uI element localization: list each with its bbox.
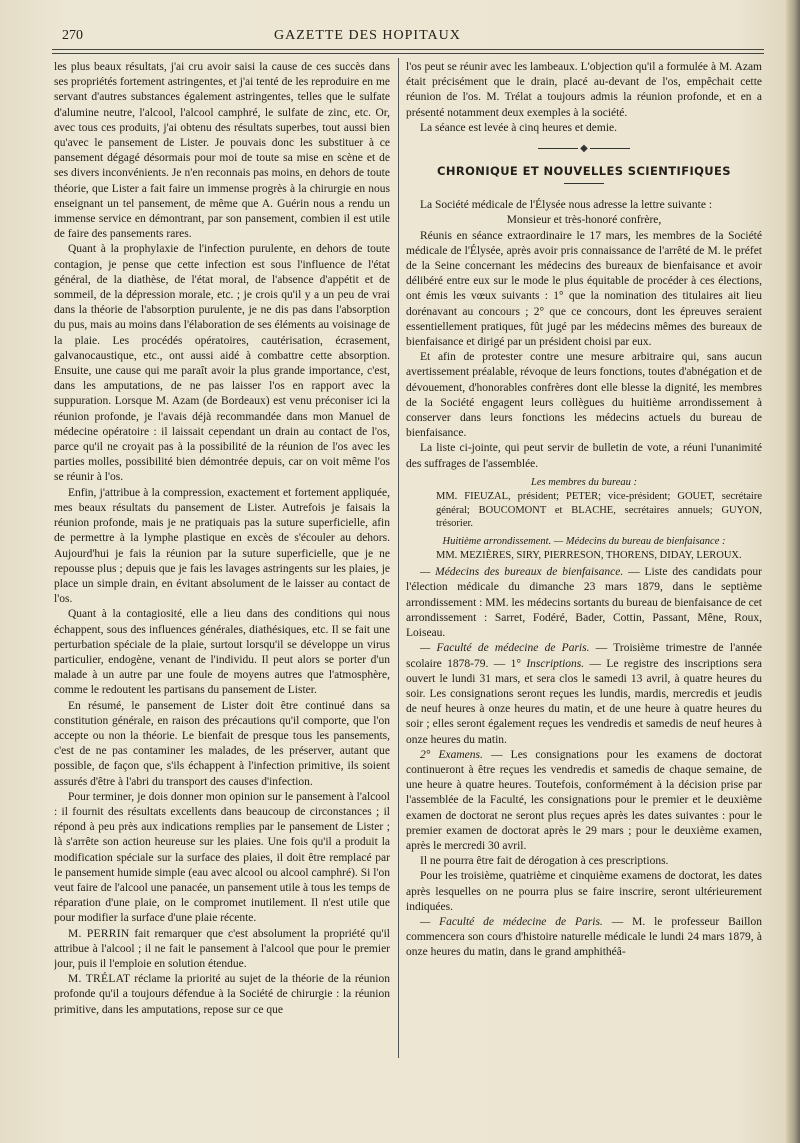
paragraph: Réunis en séance extraordinaire le 17 mars, les membres de la Société médicale de l'Élysée, après avoir pris connaissance de l'arrêté de M. le préfet de la Seine concernant les médecins des bureaux de bienfaisance et avoir délibéré entre eux sur le mode le plus équitable de procéder à ces élections, ont émis les vœux suivants : 1° que la nomination des titulaires ait lieu dorénavant au concours ; 2° que ce concours, dont les épreuves seraient essentiellement pratiques, fût jugé par les médecins mêmes des bureaux de bienfaisance et dirigé par un président choisi par eux. xyxy=(406,229,762,349)
candidates-list xyxy=(406,534,762,563)
page-spine-shadow xyxy=(786,0,800,1143)
paragraph: Quant à la contagiosité, elle a lieu dans des conditions qui nous échappent, sous des influences générales, diathésiques, etc. Il se fait une perturbation spéciale de la plaie, surtout lorsqu'il se développe un virus particulier, endogène, venant de l'individu. Il peut alors se porter d'un malade à un autre par une foule de moyens autres que l'atmosphère, comme le redoutent les partisans du pansement de Lister. xyxy=(54,608,390,697)
speaker-name: M. TRÉLAT xyxy=(68,973,131,986)
paragraph: La liste ci-jointe, qui peut servir de bulletin de vote, a réuni l'unanimité des suffrages de l'assemblée. xyxy=(406,442,762,470)
paragraph xyxy=(54,972,390,1018)
paragraph-text: réclame la priorité au sujet de la théorie de la réunion profonde qu'il a toujours défendue à la Société de chirurgie : la réunion primitive, dans les amputations, repose sur ce que xyxy=(54,973,390,1016)
candidates-names: MM. MEZIÈRES, SIRY, PIERRESON, THORENS, DIDAY, LEROUX. xyxy=(436,549,742,561)
paragraph xyxy=(406,748,762,854)
paragraph-lead: Inscriptions. xyxy=(526,657,585,670)
members-names: MM. FIEUZAL, président; PETER; vice-président; GOUET, secrétaire général; BOUCOMONT et BLACHE, secrétaires annuels; GUYON, trésorier. xyxy=(436,491,762,530)
paragraph xyxy=(406,915,762,961)
paragraph-lead: — Faculté de médecine de Paris. xyxy=(420,642,590,655)
paragraph: La séance est levée à cinq heures et demie. xyxy=(420,121,617,134)
paragraph: La Société médicale de l'Élysée nous adresse la lettre suivante : xyxy=(420,199,713,212)
paragraph-text: — Liste des candidats pour l'élection médicale du dimanche 23 mars 1879, dans le septième arrondissement : MM. les médecins sortants du bureau de bienfaisance de cet arrondissement : Sarret, Fodéré, Bader, Cottin, Passant, Mêne, Roux, Loiseau. xyxy=(406,566,762,640)
right-column xyxy=(406,60,762,1060)
header-rule-bottom xyxy=(52,53,764,54)
paragraph-text: fait remarquer que c'est absolument la propriété qu'il attribue à l'alcool ; il ne fait le pansement à l'alcool que pour le premier jour, puis il l'emploie en solution étendue. xyxy=(54,927,390,970)
section-ornament: ◆ xyxy=(406,144,762,154)
paragraph: Et afin de protester contre une mesure arbitraire qui, sans aucun avertissement préalable, révoque de leurs fonctions, toutes d'abnégation et de dévouement, d'honorables confrères dont elle blesse la dignité, les membres de la Société engagent leurs collègues du huitième arrondissement à conserver dans leurs fonctions les médecins actuels du bureau de bienfaisance. xyxy=(406,351,762,440)
paragraph xyxy=(406,641,762,747)
speaker-name: M. PERRIN xyxy=(68,927,130,940)
paragraph: l'os peut se réunir avec les lambeaux. L'objection qu'il a formulée à M. Azam était précisément que le drain, placé au-devant de l'os, empêchait cette réunion de l'os. M. Trélat a toujours admis la réunion profonde, et en a présenté notamment deux exemples à la société. xyxy=(406,61,762,119)
paragraph-text: — Les consignations pour les examens de doctorat continueront à être reçues les vendredis et samedis de chaque semaine, de une heure à quatre heures. Toutefois, conformément à la décision prise par l'assemblée de la Faculté, les consignations pour le premier et le deuxième examen de doctorat ne seront plus reçues après les dates suivantes : pour le premier examen de doctorat après le 29 mars ; pour le deuxième examen, après le mercredi 30 avril. xyxy=(406,748,762,852)
paragraph: les plus beaux résultats, j'ai cru avoir saisi la cause de ces succès dans ses propriétés fortement astringentes, et j'ai tenté de les reproduire en me servant d'autres substances également astringentes, telles que le sulfate d'alumine neutre, l'alcool, l'alcool camphré, le sulfate de zinc, etc. Or, avec tous ces produits, j'ai obtenu des résultats superbes, tout aussi bien qu'avec le pansement de Lister. Je pouvais donc les substituer à ce pansement dégagé désormais pour moi de toute sa mise en scène et de ses divers inconvénients. Je n'en reconnais pas moins, en dehors de toute théorie, que Lister a fait faire un immense progrès à la chirurgie en nous enseignant un tel pansement, de même que A. Guérin nous a rendu un immense service en démontrant, par son pansement, combien il est utile de faire des pansements rares. xyxy=(54,61,390,241)
paragraph: Il ne pourra être fait de dérogation à ces prescriptions. xyxy=(420,855,669,868)
paragraph: En résumé, le pansement de Lister doit être continué dans sa constitution générale, en raison des précautions qu'il comporte, que l'on accepte ou non la théorie. Le bienfait de presque tous les pansements, c'est de ne pas contaminer les malades, de les préserver, autant que possible, de façon que, s'ils échappent à l'infection primitive, ils soient assurés d'être à l'abri du transport des causes d'infection. xyxy=(54,699,390,788)
heading-rule xyxy=(564,183,604,184)
paragraph-text: — M. le professeur Baillon commencera son cours d'histoire naturelle médicale le lundi 24 mars 1879, à onze heures du matin, dans le grand amphithéâ- xyxy=(406,915,762,959)
members-list xyxy=(406,475,762,531)
paragraph: Enfin, j'attribue à la compression, exactement et fortement appliquée, mes beaux résultats du pansement de Lister. Autrefois je faisais la réunion profonde, mais je ne pratiquais pas la suture superficielle, afin de permettre à la lymphe plastique en excès de s'écouler au dehors. Aujourd'hui je fais la réunion par la suture superficielle, que je ne repousse plus ; depuis que je fais les lavages astringents sur les plaies, je place un simple drain, en évitant absolument de le laisser au contact de l'os. xyxy=(54,486,390,606)
paragraph: Quant à la prophylaxie de l'infection purulente, en dehors de toute contagion, je pense que cette infection est sous l'influence de l'état général, de la diathèse, de l'état moral, de l'absence d'appétit et de sommeil, de la dépression morale, etc. ; je crois qu'il y a un peu de vrai dans la théorie de l'absorption purulente, je ne dis pas dans l'absorption du pus, mais au moins dans l'élaboration de ses éléments au voisinage de la plaie. Les procédés opératoires, cautérisation, écrasement, galvanocaustique, etc., ont aussi aidé à combattre cette absorption. Ensuite, une cause qui me paraît avoir la plus grande importance, c'est, dans les amputations, de ne pas laisser l'os en rapport avec la suppuration. Lorsque M. Azam (de Bordeaux) est venu préconiser ici la réunion profonde, je l'avais déjà recommandée dans mon Manuel de médecine opératoire : il laissait cependant un drain au contact de l'os, parce qu'il ne croyait pas à la possibilité de la réunion de l'os avec les parties molles, possibilité bien démontrée depuis, car on voit même l'os se réunir à l'os. xyxy=(54,243,390,484)
page-header xyxy=(62,24,762,48)
paragraph-lead: 2° Examens. xyxy=(420,748,483,761)
running-title: GAZETTE DES HOPITAUX xyxy=(274,28,461,43)
column-divider xyxy=(398,58,399,1058)
left-column xyxy=(54,60,390,1060)
paragraph xyxy=(54,927,390,973)
members-title: Les membres du bureau : xyxy=(531,476,637,488)
section-heading: CHRONIQUE ET NOUVELLES SCIENTIFIQUES xyxy=(437,164,731,179)
paragraph-text: — Le registre des inscriptions sera ouvert le lundi 31 mars, et sera clos le samedi 13 avril, à quatre heures du soir. Les consignations seront reçues les lundis, mardis, mercredis et jeudis de neuf heures à onze heures du matin, et de une heure à quatre heures du soir ; elles seront également reçues les vendredis et samedis de neuf heures à onze heures du matin. xyxy=(406,657,762,746)
header-rule-top xyxy=(52,49,764,50)
paragraph-text: — Troisième trimestre de l'année scolaire 1878-79. — 1° xyxy=(406,642,762,670)
paragraph: Pour les troisième, quatrième et cinquième examens de doctorat, les dates après lesquelles on ne pourra plus se faire inscrire, seront ultérieurement indiquées. xyxy=(406,870,762,913)
salutation: Monsieur et très-honoré confrère, xyxy=(506,214,662,227)
paragraph-lead: — Faculté de médecine de Paris. xyxy=(420,915,603,928)
candidates-title: Huitième arrondissement. — Médecins du bureau de bienfaisance : xyxy=(442,535,726,547)
paragraph xyxy=(406,565,762,641)
paragraph: Pour terminer, je dois donner mon opinion sur le pansement à l'alcool : il fournit des résultats excellents dans beaucoup de circonstances ; il répond à peu près aux indications remplies par le pansement de Lister ; là s'arrête son action heureuse sur les plaies. Une fois qu'il a produit la modification spéciale sur la surface des plaies, il doit être remplacé par le pansement humide simple (eau avec alcool ou alcool camphré). Si l'on veut faire de l'alcool une panacée, un pansement utile à tous les temps de réparation d'une plaie, on le compromet inutilement. Il n'est utile que pour modifier la surface d'une plaie récente. xyxy=(54,790,390,925)
page-number: 270 xyxy=(62,28,83,43)
paragraph-lead: — Médecins des bureaux de bienfaisance. xyxy=(420,566,624,579)
